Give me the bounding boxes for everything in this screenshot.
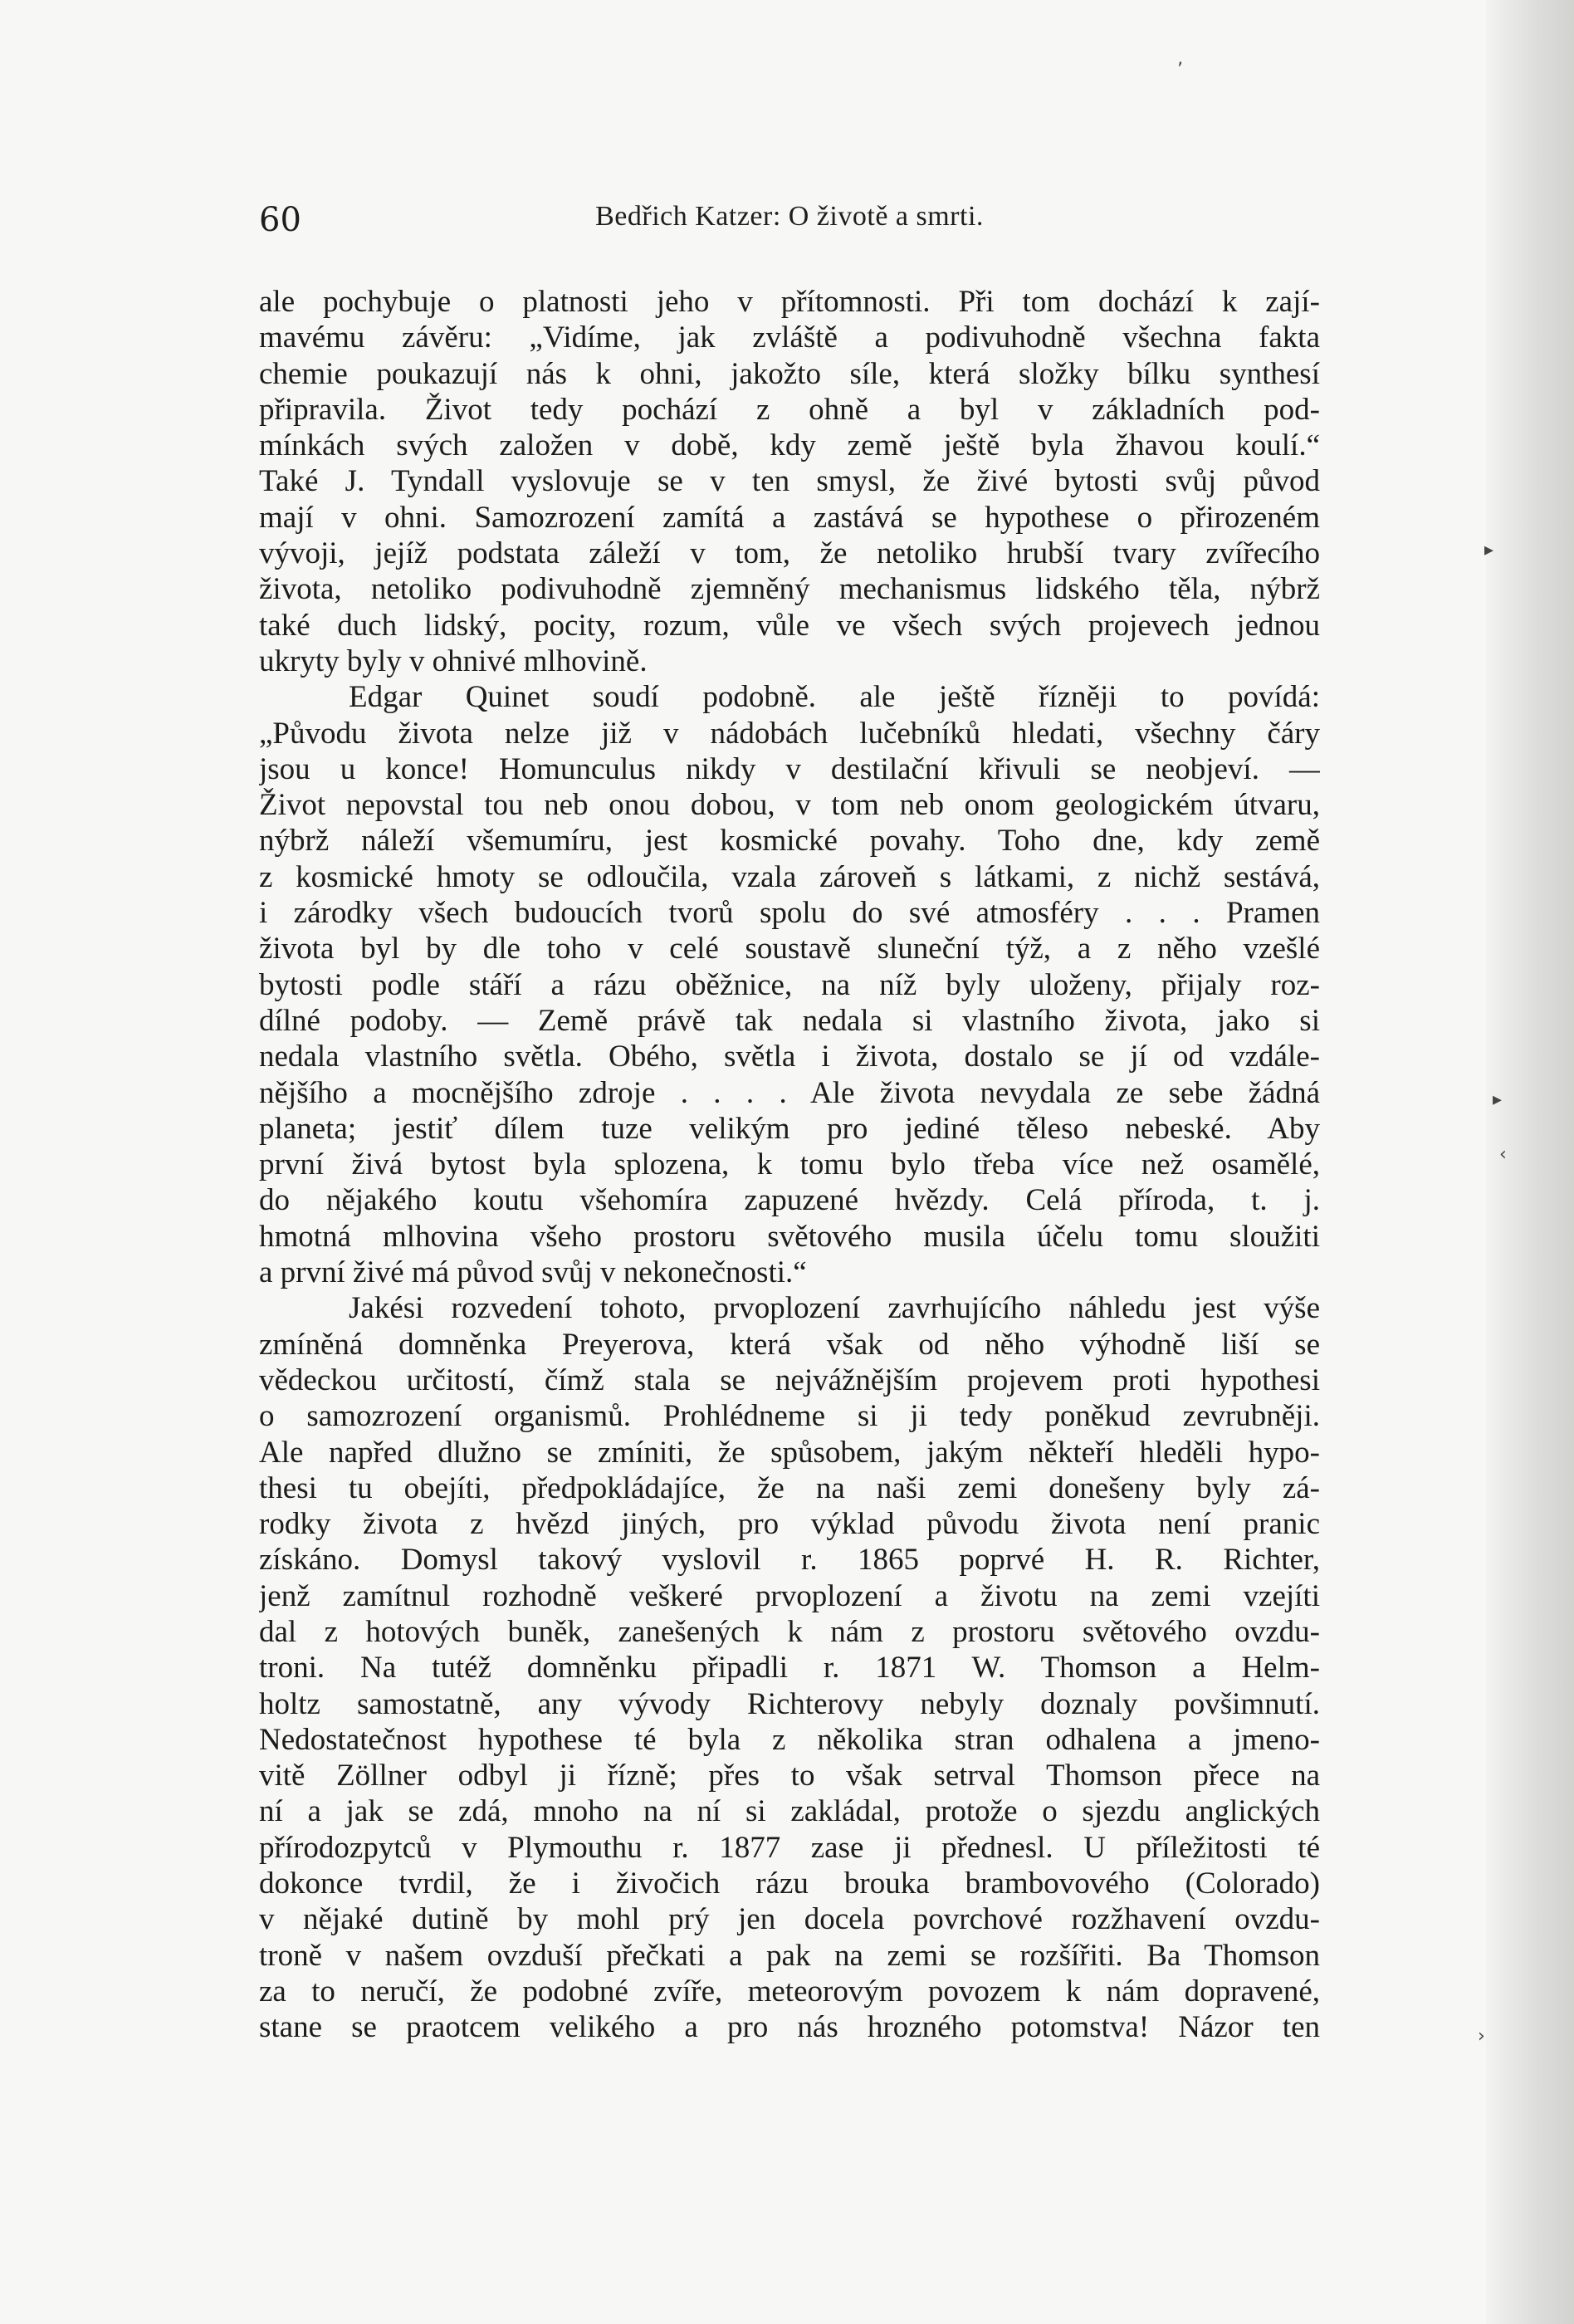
text-line: a první živé má původ svůj v nekonečnosti.“	[259, 1255, 807, 1290]
text-line: troně v našem ovzduší přečkati a pak na zemi se rozšířiti. Ba Thomson	[259, 1938, 1320, 1973]
text-line: troni. Na tutéž domněnku připadli r. 1871 W. Thomson a Helm-	[259, 1651, 1320, 1686]
text-line: ale pochybuje o platnosti jeho v přítomnosti. Při tom dochází k zají-	[259, 285, 1320, 319]
text-line: Život nepovstal tou neb onou dobou, v tom neb onom geologickém útvaru,	[259, 788, 1320, 823]
text-line: za to neručí, že podobné zvíře, meteorovým povozem k nám dopravené,	[259, 1974, 1320, 2008]
text-line: mínkách svých založen v době, kdy země ještě byla žhavou koulí.“	[259, 428, 1320, 463]
body-text	[259, 284, 1320, 2046]
text-line: bytosti podle stáří a rázu oběžnice, na níž byly uloženy, přijaly roz-	[259, 967, 1320, 1002]
margin-mark: ‹	[1499, 1144, 1507, 1165]
text-line: dílné podoby. — Země právě tak nedala si vlastního života, jako si	[259, 1003, 1320, 1038]
text-line: mavému závěru: „Vidíme, jak zvláště a podivuhodně všechna fakta	[259, 320, 1320, 355]
running-title: Bedřich Katzer: O životě a smrti.	[595, 201, 984, 232]
margin-mark: ’	[1177, 60, 1183, 81]
text-line: ní a jak se zdá, mnoho na ní si zakládal, protože o sjezdu anglických	[259, 1794, 1320, 1829]
text-line: nějšího a mocnějšího zdroje . . . . Ale života nevydala ze sebe žádná	[259, 1075, 1320, 1110]
text-line: zmíněná domněnka Preyerova, která však od něho výhodně liší se	[259, 1327, 1320, 1362]
text-line: „Původu života nelze již v nádobách lučebníků hledati, všechny čáry	[259, 716, 1320, 751]
text-line: vývoji, jejíž podstata záleží v tom, že netoliko hrubší tvary zvířecího	[259, 536, 1320, 571]
text-line: připravila. Život tedy pochází z ohně a byl v základních pod-	[259, 392, 1320, 427]
text-line: vědeckou určitostí, čímž stala se nejvážnějším projevem proti hypothesi	[259, 1363, 1320, 1397]
text-line: Ale napřed dlužno se zmíniti, že spůsobem, jakým někteří hleděli hypo-	[259, 1435, 1320, 1470]
text-line: nýbrž náleží všemumíru, jest kosmické povahy. Toho dne, kdy země	[259, 824, 1320, 859]
text-line: života byl by dle toho v celé soustavě sluneční týž, a z něho vzešlé	[259, 932, 1320, 966]
text-line: jsou u konce! Homunculus nikdy v destilační křivuli se neobjeví. —	[259, 751, 1320, 786]
text-line: chemie poukazují nás k ohni, jakožto síle, která složky bílku synthesí	[259, 356, 1320, 391]
text-line: thesi tu obejíti, předpokládajíce, že na naši zemi donešeny byly zá-	[259, 1470, 1320, 1505]
text-line: jenž zamítnul rozhodně veškeré prvoplození a životu na zemi vzejíti	[259, 1578, 1320, 1613]
text-line: i zárodky všech budoucích tvorů spolu do své atmosféry . . . Pramen	[259, 896, 1320, 931]
text-line: Nedostatečnost hypothese té byla z několika stran odhalena a jmeno-	[259, 1722, 1320, 1757]
text-line: do nějakého koutu všehomíra zapuzené hvězdy. Celá příroda, t. j.	[259, 1183, 1320, 1218]
margin-mark: ›	[1478, 2026, 1485, 2047]
text-line: získáno. Domysl takový vyslovil r. 1865 poprvé H. R. Richter,	[259, 1543, 1320, 1578]
text-line: ukryty byly v ohnivé mlhovině.	[259, 643, 648, 678]
paragraph-first-line: Edgar Quinet soudí podobně. ale ještě řízněji to povídá:	[349, 680, 1320, 715]
page-header	[259, 201, 1320, 251]
text-line: vitě Zöllner odbyl ji řízně; přes to však setrval Thomson přece na	[259, 1759, 1320, 1793]
page-number: 60	[259, 201, 301, 239]
paragraph-first-line: Jakési rozvedení tohoto, prvoplození zavrhujícího náhledu jest výše	[349, 1291, 1320, 1326]
margin-mark: ▸	[1484, 540, 1494, 560]
text-line: také duch lidský, pocity, rozum, vůle ve všech svých projevech jednou	[259, 608, 1320, 643]
text-line: první živá bytost byla splozena, k tomu bylo třeba více než osamělé,	[259, 1147, 1320, 1182]
text-line: života, netoliko podivuhodně zjemněný mechanismus lidského těla, nýbrž	[259, 572, 1320, 607]
text-line: přírodozpytců v Plymouthu r. 1877 zase ji přednesl. U příležitosti té	[259, 1830, 1320, 1865]
text-line: hmotná mlhovina všeho prostoru světového musila účelu tomu sloužiti	[259, 1219, 1320, 1254]
text-line: planeta; jestiť dílem tuze velikým pro jediné těleso nebeské. Aby	[259, 1111, 1320, 1146]
text-line: stane se praotcem velikého a pro nás hrozného potomstva! Názor ten	[259, 2010, 1320, 2045]
text-line: o samozrození organismů. Prohlédneme si ji tedy poněkud zevrubněji.	[259, 1399, 1320, 1434]
text-line: dokonce tvrdil, že i živočich rázu brouka brambovového (Colorado)	[259, 1867, 1320, 1901]
text-line: dal z hotových buněk, zanešených k nám z prostoru světového ovzdu-	[259, 1614, 1320, 1649]
text-line: v nějaké dutině by mohl prý jen docela povrchové rozžhavení ovzdu-	[259, 1902, 1320, 1937]
text-line: rodky života z hvězd jiných, pro výklad původu života není pranic	[259, 1507, 1320, 1542]
text-line: z kosmické hmoty se odloučila, vzala zároveň s látkami, z nichž sestává,	[259, 859, 1320, 894]
text-line: nedala vlastního světla. Obého, světla i života, dostalo se jí od vzdále-	[259, 1040, 1320, 1074]
text-line: Také J. Tyndall vyslovuje se v ten smysl, že živé bytosti svůj původ	[259, 464, 1320, 499]
text-line: mají v ohni. Samozrození zamítá a zastává se hypothese o přirozeném	[259, 500, 1320, 535]
margin-mark: ▸	[1493, 1089, 1503, 1110]
text-line: holtz samostatně, any vývody Richterovy nebyly doznaly povšimnutí.	[259, 1686, 1320, 1721]
